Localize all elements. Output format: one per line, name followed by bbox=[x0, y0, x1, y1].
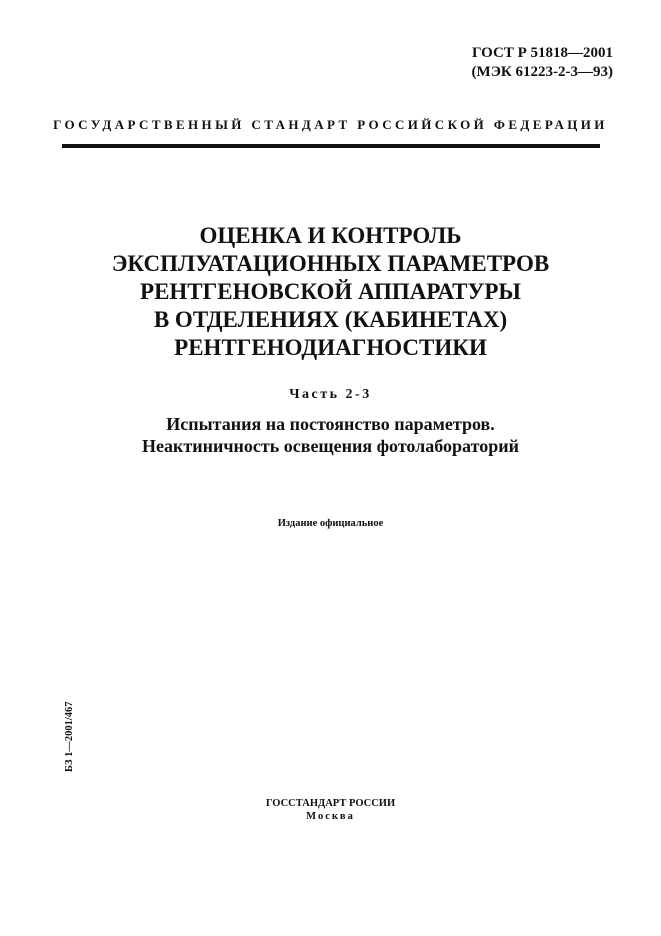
horizontal-rule bbox=[62, 144, 600, 148]
part-label: Часть 2-3 bbox=[289, 387, 372, 402]
title-line: ЭКСПЛУАТАЦИОННЫХ ПАРАМЕТРОВ bbox=[111, 251, 550, 276]
document-title bbox=[0, 222, 661, 362]
title-line: РЕНТГЕНОДИАГНОСТИКИ bbox=[174, 335, 487, 360]
publisher-block bbox=[0, 797, 661, 823]
subtitle-line: Неактиничность освещения фотолабораторий bbox=[142, 436, 519, 456]
iec-code: (МЭК 61223-2-3—93) bbox=[471, 64, 613, 80]
federation-heading: ГОСУДАРСТВЕННЫЙ СТАНДАРТ РОССИЙСКОЙ ФЕДЕРАЦИИ bbox=[53, 117, 608, 132]
title-line: В ОТДЕЛЕНИЯХ (КАБИНЕТАХ) bbox=[153, 307, 508, 332]
publisher-name: ГОССТАНДАРТ РОССИИ bbox=[265, 798, 396, 809]
title-line: ОЦЕНКА И КОНТРОЛЬ bbox=[199, 223, 462, 248]
publisher-city: Москва bbox=[306, 811, 355, 822]
standard-code: ГОСТ Р 51818—2001 bbox=[471, 45, 613, 61]
document-subtitle bbox=[0, 413, 661, 457]
edition-label: Издание официальное bbox=[277, 518, 384, 529]
side-registration-code: БЗ 1—2001/467 bbox=[64, 701, 75, 772]
standard-designation bbox=[472, 44, 613, 82]
title-line: РЕНТГЕНОВСКОЙ АППАРАТУРЫ bbox=[140, 279, 521, 304]
subtitle-line: Испытания на постоянство параметров. bbox=[166, 414, 495, 434]
